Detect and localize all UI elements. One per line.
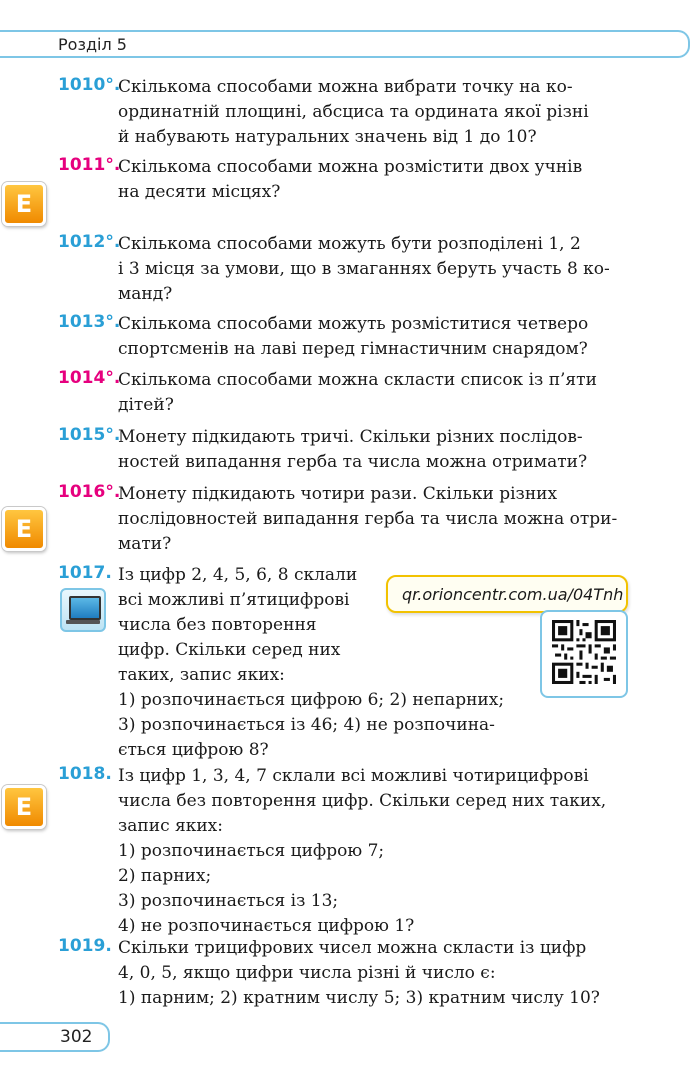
text-line: 3) розпочинається із 13; [118, 891, 339, 911]
section-title: Розділ 5 [58, 35, 127, 54]
problem-number: 1018. [58, 764, 112, 784]
section-header [0, 30, 690, 58]
problem-number: 1011°. [58, 155, 121, 175]
problem-1012 [58, 232, 632, 307]
text-line: спортсменів на лаві перед гімнастичним снарядом? [118, 339, 588, 359]
text-line: Скільки трицифрових чисел можна скласти із цифр [118, 938, 587, 958]
text-line: 2) парних; [118, 866, 212, 886]
text-line: Скількома способами можна вибрати точку на ко- [118, 77, 573, 97]
problem-text [118, 425, 632, 475]
problem-text [118, 312, 632, 362]
problem-1015 [58, 425, 632, 475]
text-line: запис яких: [118, 816, 223, 836]
text-line: Скількома способами можуть розміститися четверо [118, 314, 589, 334]
computer-base [66, 620, 100, 624]
electronic-resource-icon[interactable]: E [2, 507, 46, 551]
text-line: 1) парним; 2) кратним числу 5; 3) кратним числу 10? [118, 988, 600, 1008]
problem-number: 1015°. [58, 425, 121, 445]
problem-number: 1017. [58, 563, 112, 583]
problem-1010 [58, 75, 632, 150]
computer-icon[interactable] [60, 588, 106, 632]
text-line: цифр. Скільки серед них [118, 640, 341, 660]
problem-text [118, 482, 632, 557]
computer-screen [69, 596, 101, 620]
problem-1019 [58, 936, 632, 1011]
problem-text [118, 368, 632, 418]
problem-1018 [58, 764, 632, 939]
text-line: й набувають натуральних значень від 1 до 10? [118, 127, 537, 147]
problem-text [118, 75, 632, 150]
text-line: всі можливі п’ятицифрові [118, 590, 350, 610]
text-line: ється цифрою 8? [118, 740, 269, 760]
text-line: числа без повторення цифр. Скільки серед них таких, [118, 791, 607, 811]
text-line: Скількома способами можна скласти список із п’яти [118, 370, 597, 390]
qr-code-graphic [552, 620, 616, 684]
text-line: Скількома способами можна розмістити двох учнів [118, 157, 583, 177]
text-line: таких, запис яких: [118, 665, 285, 685]
text-line: манд? [118, 284, 173, 304]
text-line: на десяти місцях? [118, 182, 281, 202]
qr-link-url[interactable]: qr.orioncentr.com.ua/04Tnh [402, 585, 624, 604]
problem-text-narrow [118, 563, 364, 688]
problem-number: 1010°. [58, 75, 121, 95]
problem-text [118, 936, 632, 1011]
electronic-resource-icon[interactable]: E [2, 785, 46, 829]
text-line: послідовностей випадання герба та числа можна отри- [118, 509, 618, 529]
electronic-resource-icon[interactable]: E [2, 182, 46, 226]
qr-link-box[interactable] [386, 575, 628, 613]
text-line: ностей випадання герба та числа можна отримати? [118, 452, 588, 472]
page-number-tab [0, 1022, 110, 1052]
text-line: ординатній площині, абсциса та ордината якої різні [118, 102, 589, 122]
text-line: мати? [118, 534, 172, 554]
text-line: Із цифр 1, 3, 4, 7 склали всі можливі чотирицифрові [118, 766, 589, 786]
problem-number: 1016°. [58, 482, 121, 502]
text-line: 4) не розпочинається цифрою 1? [118, 916, 415, 936]
text-line: Монету підкидають тричі. Скільки різних послідов- [118, 427, 583, 447]
text-line: 1) розпочинається цифрою 7; [118, 841, 385, 861]
problem-number: 1014°. [58, 368, 121, 388]
text-line: дітей? [118, 395, 174, 415]
text-line: 3) розпочинається із 46; 4) не розпочина- [118, 715, 495, 735]
problem-number: 1013°. [58, 312, 121, 332]
problem-1011 [58, 155, 632, 205]
text-line: і 3 місця за умови, що в змаганнях беруть участь 8 ко- [118, 259, 610, 279]
qr-code-icon[interactable] [540, 610, 628, 698]
problem-1013 [58, 312, 632, 362]
text-line: Монету підкидають чотири рази. Скільки різних [118, 484, 558, 504]
problem-number: 1012°. [58, 232, 121, 252]
text-line: 4, 0, 5, якщо цифри числа різні й число є: [118, 963, 496, 983]
problem-1016 [58, 482, 632, 557]
problem-number: 1019. [58, 936, 112, 956]
text-line: 1) розпочинається цифрою 6; 2) непарних; [118, 690, 505, 710]
text-line: числа без повторення [118, 615, 317, 635]
problem-1014 [58, 368, 632, 418]
text-line: Скількома способами можуть бути розподілені 1, 2 [118, 234, 581, 254]
problem-text [118, 764, 632, 939]
problem-text [118, 155, 632, 205]
page-number: 302 [60, 1027, 93, 1047]
text-line: Із цифр 2, 4, 5, 6, 8 склали [118, 565, 358, 585]
problem-text-options [118, 688, 522, 763]
problem-text [118, 232, 632, 307]
